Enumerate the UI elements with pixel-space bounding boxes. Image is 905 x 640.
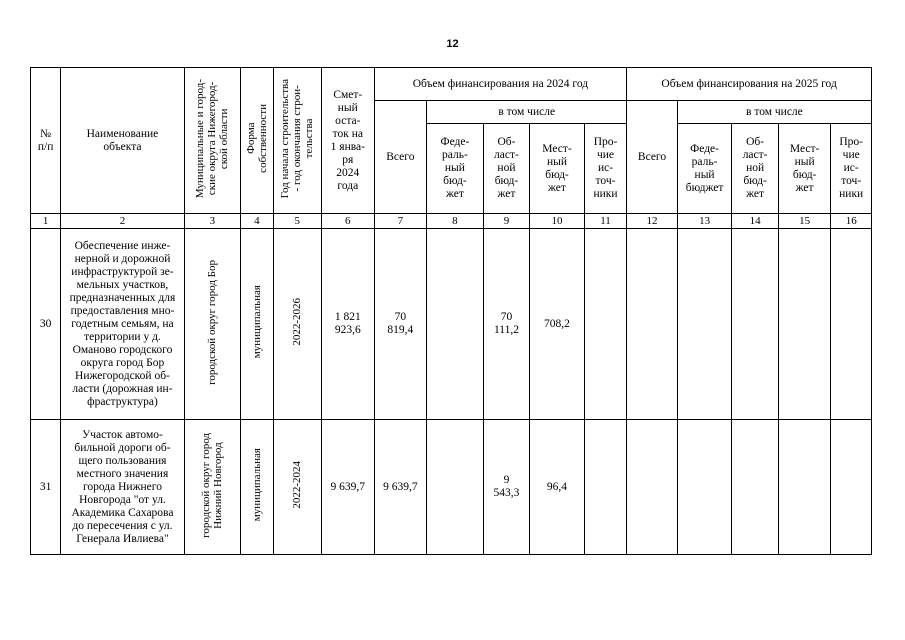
row-name: Обеспечение инже- нерной и дорожной инфраструктурой зе- мельных участков, предназначенных для предоставления мно- годетным семьям, на территории у д. Оманово городского округа город Бор Нижегородской об- ласти (дорожная ин- фраструктура) <box>61 229 184 420</box>
column-number: 13 <box>677 214 732 229</box>
header-years: Год начала строительства - год окончания строи- тельства <box>279 78 316 199</box>
column-number: 12 <box>627 214 678 229</box>
column-number: 16 <box>831 214 872 229</box>
row-remainder: 1 821 923,6 <box>322 229 375 420</box>
row-ownership-cell <box>241 420 273 555</box>
header-remainder: Смет- ный оста- ток на 1 янва- ря 2024 года <box>322 68 375 214</box>
row-oth-2024 <box>584 229 626 420</box>
row-num: 30 <box>31 229 61 420</box>
page-number: 12 <box>446 38 459 50</box>
row-ownership: муниципальная <box>250 448 263 522</box>
header-funding-2024: Объем финансирования на 2024 год <box>374 68 627 101</box>
header-reg-2024: Об- ласт- ной бюд- жет <box>483 124 529 214</box>
row-fed-2025 <box>677 420 732 555</box>
column-number-row <box>31 214 872 229</box>
row-years: 2022-2026 <box>291 298 304 346</box>
column-number: 3 <box>184 214 241 229</box>
header-fed-2025: Феде- раль- ный бюджет <box>677 124 732 214</box>
column-number: 15 <box>778 214 831 229</box>
header-total-2024: Всего <box>374 101 427 214</box>
row-years: 2022-2024 <box>291 461 304 509</box>
row-reg-2024: 9 543,3 <box>483 420 529 555</box>
row-years-cell <box>273 420 322 555</box>
row-oth-2025 <box>831 229 872 420</box>
header-loc-2025: Мест- ный бюд- жет <box>778 124 831 214</box>
column-number: 2 <box>61 214 184 229</box>
row-total-2024: 9 639,7 <box>374 420 427 555</box>
table-row <box>31 229 872 420</box>
row-municipality: городской округ город Нижний Новгород <box>200 432 225 538</box>
row-reg-2025 <box>732 420 778 555</box>
row-loc-2024: 708,2 <box>530 229 585 420</box>
row-municipality-cell <box>184 420 241 555</box>
row-fed-2024 <box>427 420 484 555</box>
header-ownership-cell <box>241 68 273 214</box>
row-total-2025 <box>627 420 678 555</box>
row-oth-2024 <box>584 420 626 555</box>
row-loc-2024: 96,4 <box>530 420 585 555</box>
column-number: 11 <box>584 214 626 229</box>
column-number: 1 <box>31 214 61 229</box>
column-number: 8 <box>427 214 484 229</box>
header-ownership: Форма собственности <box>244 104 269 173</box>
column-number: 5 <box>273 214 322 229</box>
header-municipality: Муниципальные и город- ские округа Нижегород- ской области <box>194 78 231 199</box>
row-ownership-cell <box>241 229 273 420</box>
header-funding-2025: Объем финансирования на 2025 год <box>627 68 872 101</box>
header-name: Наименование объекта <box>61 68 184 214</box>
table-row <box>31 420 872 555</box>
column-number: 14 <box>732 214 778 229</box>
header-reg-2025: Об- ласт- ной бюд- жет <box>732 124 778 214</box>
header-years-cell <box>273 68 322 214</box>
row-ownership: муниципальная <box>250 285 263 359</box>
row-fed-2024 <box>427 229 484 420</box>
header-fed-2024: Феде- раль- ный бюд- жет <box>427 124 484 214</box>
row-municipality: городской округ город Бор <box>206 259 219 385</box>
header-num: № п/п <box>31 68 61 214</box>
column-number: 7 <box>374 214 427 229</box>
header-oth-2025: Про- чие ис- точ- ники <box>831 124 872 214</box>
header-row-1 <box>31 68 872 101</box>
row-num: 31 <box>31 420 61 555</box>
column-number: 10 <box>530 214 585 229</box>
column-number: 9 <box>483 214 529 229</box>
header-incl-2024: в том числе <box>427 101 627 124</box>
header-loc-2024: Мест- ный бюд- жет <box>530 124 585 214</box>
header-total-2025: Всего <box>627 101 678 214</box>
row-fed-2025 <box>677 229 732 420</box>
row-reg-2025 <box>732 229 778 420</box>
row-reg-2024: 70 111,2 <box>483 229 529 420</box>
row-total-2025 <box>627 229 678 420</box>
header-incl-2025: в том числе <box>677 101 871 124</box>
row-oth-2025 <box>831 420 872 555</box>
header-municipality-cell <box>184 68 241 214</box>
row-years-cell <box>273 229 322 420</box>
column-number: 6 <box>322 214 375 229</box>
row-loc-2025 <box>778 229 831 420</box>
row-municipality-cell <box>184 229 241 420</box>
row-total-2024: 70 819,4 <box>374 229 427 420</box>
column-number: 4 <box>241 214 273 229</box>
row-remainder: 9 639,7 <box>322 420 375 555</box>
row-loc-2025 <box>778 420 831 555</box>
financing-table <box>30 67 872 555</box>
row-name: Участок автомо- бильной дороги об- щего пользования местного значения города Нижнего Новгорода "от ул. Академика Сахарова до пересечения с ул. Генерала Ивлиева" <box>61 420 184 555</box>
header-oth-2024: Про- чие ис- точ- ники <box>584 124 626 214</box>
